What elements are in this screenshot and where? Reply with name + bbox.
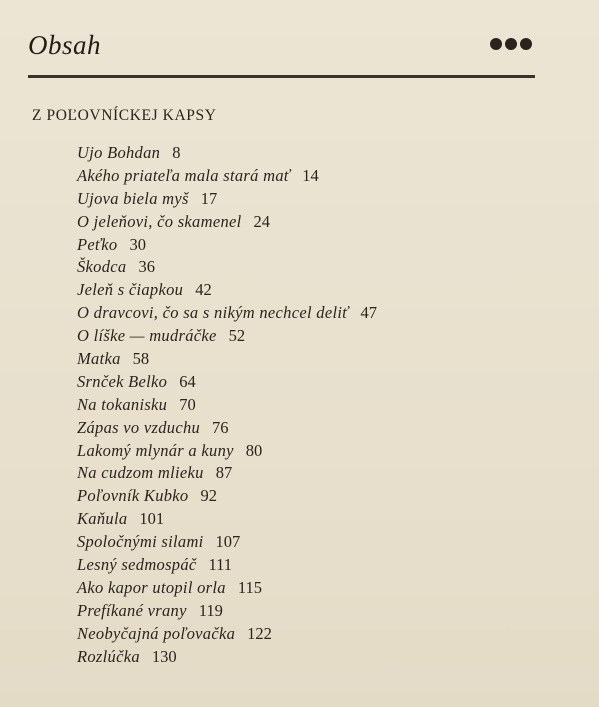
toc-entry — [77, 394, 377, 417]
toc-entry-title: Ujo Bohdan — [77, 143, 161, 162]
toc-entry — [77, 165, 377, 188]
toc-entry-page: 17 — [200, 188, 218, 208]
section-heading: Z POĽOVNÍCKEJ KAPSY — [32, 107, 217, 124]
toc-entry-title: Na tokanisku — [77, 394, 168, 414]
toc-entry — [77, 462, 377, 485]
toc-entry-title: O líške — mudráčke — [77, 326, 217, 346]
toc-entry-title: Akého priateľa mala stará mať — [77, 165, 291, 185]
toc-entry — [77, 577, 377, 600]
toc-entry — [77, 508, 377, 531]
toc-entry-page: 64 — [179, 371, 196, 391]
toc-entry-title: Srnček Belko — [77, 371, 168, 391]
toc-entry-page: 101 — [139, 509, 165, 529]
dot-icon — [520, 38, 532, 50]
toc-entry-title: Lakomý mlynár a kuny — [77, 440, 234, 460]
toc-entry-title: Lesný sedmospáč — [77, 555, 197, 575]
toc-entry — [77, 325, 377, 348]
toc-entry — [77, 554, 377, 577]
toc-entry-page: 115 — [237, 577, 262, 597]
toc-entry — [77, 142, 377, 165]
toc-entry-page: 107 — [215, 532, 241, 552]
toc-entry-page: 58 — [132, 349, 150, 369]
toc-entry-title: Poľovník Kubko — [77, 486, 189, 506]
toc-entry-page: 24 — [253, 211, 271, 231]
toc-entry-title: Kaňula — [77, 509, 128, 529]
toc-entry — [77, 256, 377, 279]
toc-entry-page: 122 — [247, 623, 272, 643]
toc-entry — [77, 600, 377, 623]
toc-entry-page: 8 — [172, 143, 181, 162]
toc-entry — [77, 188, 377, 211]
toc-entry — [77, 646, 377, 669]
ornament-dots — [490, 38, 532, 50]
dot-icon — [490, 38, 502, 50]
toc-entry — [77, 234, 377, 257]
toc-entry — [77, 485, 377, 508]
toc-entry — [77, 371, 377, 394]
toc-entry-title: Rozlúčka — [77, 646, 140, 666]
toc-entry — [77, 302, 377, 325]
toc-entry-title: Spoločnými silami — [77, 532, 204, 552]
toc-entry-title: Na cudzom mlieku — [77, 463, 204, 483]
toc-entry-page: 80 — [245, 440, 263, 460]
toc-entry-page: 76 — [212, 417, 229, 437]
toc-entry-title: Peťko — [77, 234, 118, 254]
title-rule — [28, 75, 535, 78]
toc-entry-page: 42 — [195, 280, 212, 300]
toc-entry — [77, 417, 377, 440]
toc-entry-title: Matka — [77, 349, 121, 369]
toc-entry-title: Jeleň s čiapkou — [77, 280, 184, 300]
toc-entry-title: O dravcovi, čo sa s nikým nechcel deliť — [77, 303, 349, 323]
toc-entry-page: 70 — [179, 394, 196, 414]
toc-entry-page: 92 — [200, 486, 217, 506]
toc-entry — [77, 440, 377, 463]
toc-entry-page: 119 — [198, 600, 223, 620]
toc-entry — [77, 623, 377, 646]
toc-entry-page: 36 — [138, 257, 155, 277]
toc-entry-page: 14 — [302, 165, 319, 185]
page-title: Obsah — [28, 30, 102, 60]
toc-entry-title: Ako kapor utopil orla — [77, 577, 226, 597]
toc-entry-title: Ujova biela myš — [77, 188, 189, 208]
toc-entry-page: 111 — [208, 555, 233, 575]
table-of-contents — [77, 142, 377, 668]
toc-entry-title: Neobyčajná poľovačka — [77, 623, 236, 643]
toc-entry-page: 30 — [129, 234, 146, 254]
toc-entry-page: 47 — [360, 303, 378, 323]
toc-entry-title: Prefíkané vrany — [77, 600, 187, 620]
toc-entry-page: 87 — [215, 463, 233, 483]
dot-icon — [505, 38, 517, 50]
toc-entry-title: Zápas vo vzduchu — [77, 417, 201, 437]
toc-entry-title: Škodca — [77, 257, 127, 277]
toc-entry — [77, 531, 377, 554]
toc-entry-page: 52 — [228, 326, 246, 346]
toc-entry — [77, 211, 377, 234]
toc-entry-title: O jeleňovi, čo skamenel — [77, 211, 242, 231]
toc-entry — [77, 279, 377, 302]
toc-entry-page: 130 — [151, 646, 177, 666]
toc-entry — [77, 348, 377, 371]
